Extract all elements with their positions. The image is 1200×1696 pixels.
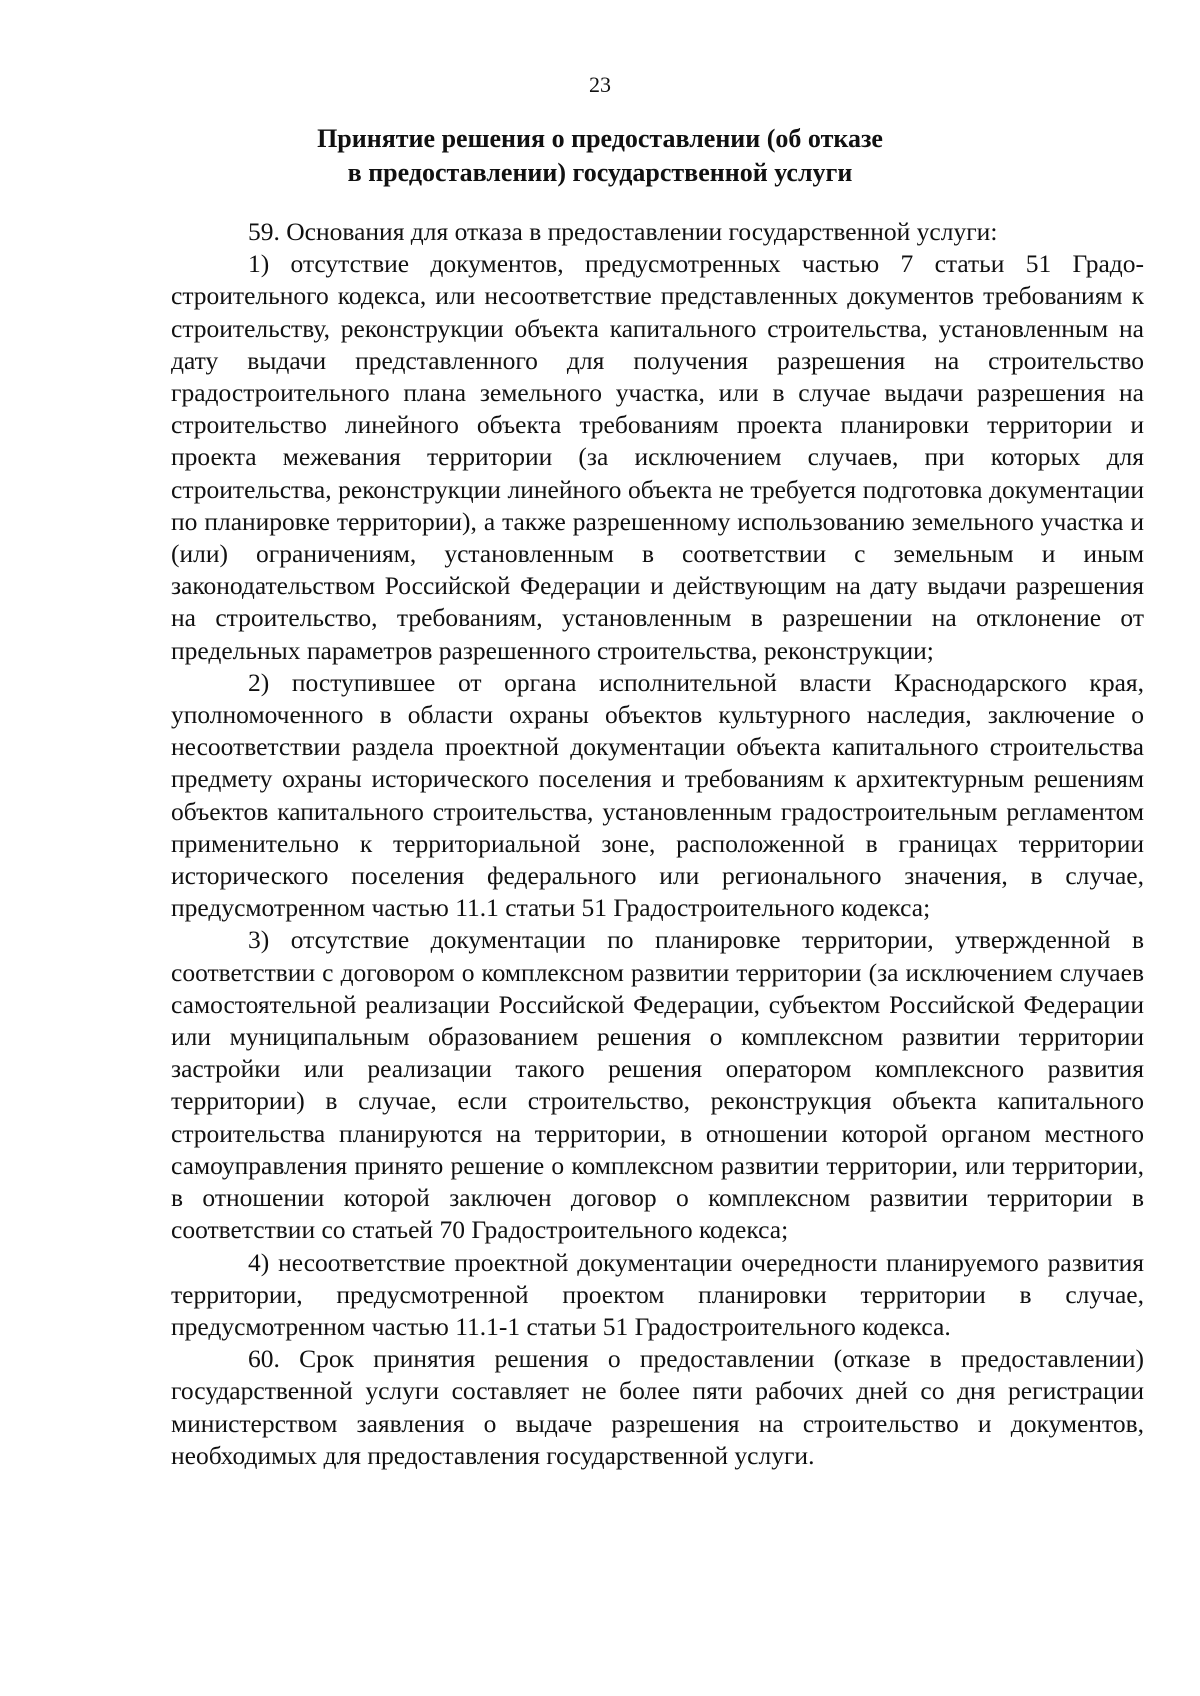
paragraph-59: 59. Основания для отказа в предоставлении государственной услуги: [248,217,998,246]
document-body [171,216,1144,1472]
paragraph-60: 60. Срок принятия решения о предоставлении (отказе в предоставлении) государственной услуги составляет не более пяти рабочих дней со дня регистрации министерством заявления о выдаче разрешения на строительство и документов, необходимых для предоставления государственной услуги. [171,1344,1144,1470]
section-title [0,122,1200,190]
paragraph-59-item-2: 2) поступившее от органа исполнительной власти Краснодарского края, уполномоченного в области охраны объектов культурного наследия, заключение о несоответствии раздела проектной документации объекта капитального строительства предмету охраны исторического поселения и требованиям к архитектурным решениям объектов капитального строительства, установленным градостроительным регламентом применительно к территориальной зоне, расположенной в границах территории исторического поселения федерального или регионального значения, в случае, предусмотренном частью 11.1 статьи 51 Градостроительного кодекса; [171,667,1144,923]
paragraph-59-item-4: 4) несоответствие проектной документации очередности планируемого развития территории, предусмотренной проектом планировки территории в случае, предусмотренном частью 11.1-1 статьи 51 Градостроительного кодекса. [171,1247,1144,1341]
paragraph-59-item-3: 3) отсутствие документации по планировке территории, утвержденной в соответствии с договором о комплексном развитии территории (за исключением случаев самостоятельной реализации Российской Федерации, субъектом Российской Федерации или муниципальным образованием решения о комплексном развитии территории застройки или реализации такого решения оператором комплексного развития территории) в случае, если строительство, реконструкция объекта капитального строительства планируются на территории, в отношении которой органом местного самоуправления принято решение о комплексном развитии территории, или территории, в отношении которой заключен договор о комплексном развитии территории в соответствии со статьей 70 Градостроительного кодекса; [171,925,1144,1245]
page-number: 23 [589,72,611,97]
section-title-line-2: в предоставлении) государственной услуги [347,158,853,187]
paragraph-59-item-1: 1) отсутствие документов, предусмотренных частью 7 статьи 51 Градостроительного кодекса, или несоответствие представленных документов требованиям к строительству, реконструкции объекта капитального строительства, установленным на дату выдачи представленного для получения разрешения на строительство градостроительного плана земельного участка, или в случае выдачи разрешения на строительство линейного объекта требованиям проекта планировки территории и проекта межевания территории (за исключением случаев, при которых для строительства, реконструкции линейного объекта не требуется подготовка документации по планировке территории), а также разрешенному использованию земельного участка и (или) ограничениям, установленным в соответствии с земельным и иным законодательством Российской Федерации и действующим на дату выдачи разрешения на строительство, требованиям, установленным в разрешении на отклонение от предельных параметров разрешенного строительства, реконструкции; [171,249,1144,665]
section-title-line-1: Принятие решения о предоставлении (об отказе [317,124,883,153]
